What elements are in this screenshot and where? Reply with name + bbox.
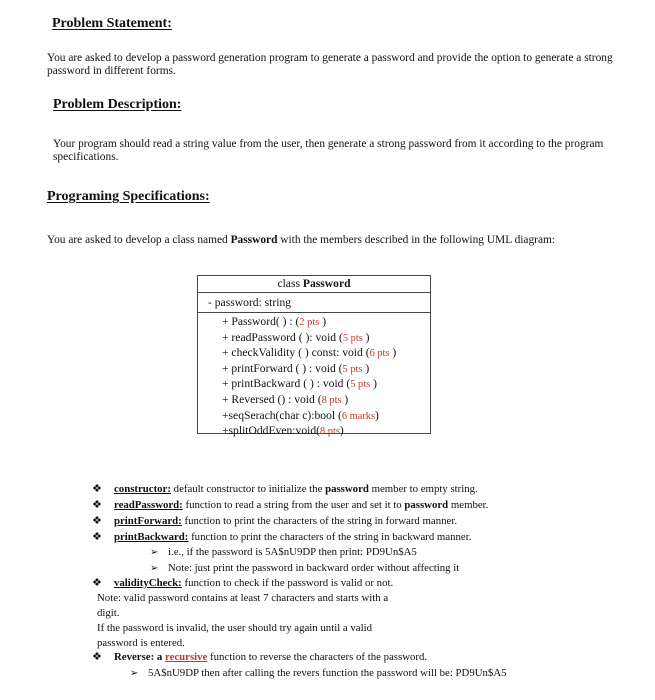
bullet-constructor: ❖ constructor: default constructor to initialize the password member to empty string. — [92, 483, 478, 495]
problem-description-text: Your program should read a string value from the user, then generate a strong password from it according to the program specifications. — [53, 138, 604, 163]
uml-method: + readPassword ( ): void (5 pts ) — [222, 330, 370, 344]
uml-attribute: - password: string — [198, 293, 430, 313]
sub-bullet-reverse-example: ➢ 5A$nU9DP then after calling the revers function the password will be: PD9Un$A5 — [130, 667, 507, 679]
problem-statement-heading: Problem Statement: — [52, 16, 172, 31]
programing-specifications-heading: Programing Specifications: — [47, 189, 210, 204]
diamond-bullet-icon: ❖ — [92, 499, 102, 511]
sub-bullet-example: ➢ i.e., if the password is 5A$nU9DP then print: PD9Un$A5 — [150, 546, 417, 558]
problem-description-heading: Problem Description: — [53, 97, 182, 112]
invalid-note-line-1: If the password is invalid, the user should try again until a valid — [97, 622, 372, 634]
diamond-bullet-icon: ❖ — [92, 577, 102, 589]
arrow-bullet-icon: ➢ — [130, 668, 139, 679]
validity-note-line-1: Note: valid password contains at least 7 characters and starts with a — [97, 592, 389, 604]
arrow-bullet-icon: ➢ — [150, 563, 159, 574]
uml-class-title: class Password — [198, 276, 430, 293]
problem-statement-text: You are asked to develop a password generation program to generate a password and provide the option to generate a strong password in different forms. — [47, 52, 613, 77]
specifications-intro: You are asked to develop a class named Password with the members described in the following UML diagram: — [47, 234, 556, 246]
bullet-print-backward: ❖ printBackward: function to print the characters of the string in backward manner. — [92, 531, 472, 543]
uml-methods — [198, 313, 430, 440]
bullet-validity-check: ❖ validityCheck: function to check if the password is valid or not. — [92, 577, 394, 589]
validity-note-line-2: digit. — [97, 607, 120, 619]
diamond-bullet-icon: ❖ — [92, 531, 102, 543]
uml-method: + checkValidity ( ) const: void (6 pts ) — [222, 346, 397, 360]
uml-method: +seqSerach(char c):bool (6 marks) — [222, 408, 379, 422]
uml-method: +splitOddEven:void(8 pts) — [222, 424, 344, 438]
diamond-bullet-icon: ❖ — [92, 515, 102, 527]
bullet-reverse: ❖ Reverse: a recursive function to reverse the characters of the password. — [92, 651, 428, 663]
uml-method: + printForward ( ) : void (5 pts ) — [222, 361, 370, 375]
diamond-bullet-icon: ❖ — [92, 651, 102, 663]
invalid-note-line-2: password is entered. — [97, 637, 185, 649]
uml-method: + printBackward ( ) : void (5 pts ) — [222, 377, 377, 391]
bullet-print-forward: ❖ printForward: function to print the characters of the string in forward manner. — [92, 515, 458, 527]
arrow-bullet-icon: ➢ — [150, 547, 159, 558]
sub-bullet-note: ➢ Note: just print the password in backward order without affecting it — [150, 562, 460, 574]
diamond-bullet-icon: ❖ — [92, 483, 102, 495]
uml-class-diagram — [197, 275, 431, 438]
uml-method: + Reversed () : void (8 pts ) — [222, 392, 349, 406]
bullet-read-password: ❖ readPassword: function to read a string from the user and set it to password member. — [92, 499, 489, 511]
uml-method: + Password( ) : (2 pts ) — [222, 315, 327, 328]
